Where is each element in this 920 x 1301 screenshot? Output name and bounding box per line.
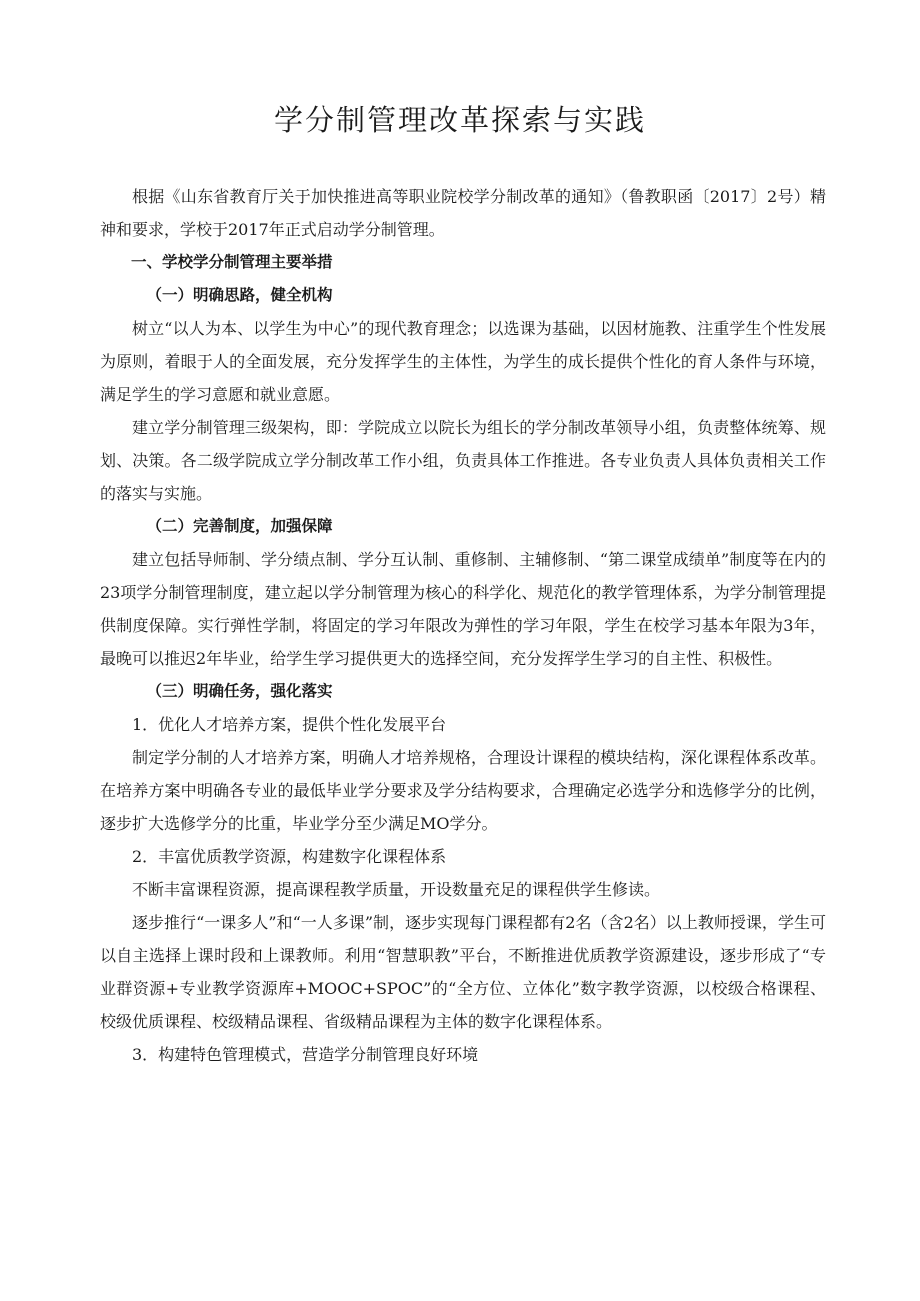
body-paragraph: 建立包括导师制、学分绩点制、学分互认制、重修制、主辅修制、“第二课堂成绩单”制度等在内的23项学分制管理制度，建立起以学分制管理为核心的科学化、规范化的教学管理体系，为学分制管理提供制度保障。实行弹性学制，将固定的学习年限改为弹性的学习年限，学生在校学习基本年限为3年，最晚可以推迟2年毕业，给学生学习提供更大的选择空间，充分发挥学生学习的自主性、积极性。 — [100, 550, 826, 668]
body-paragraph: 树立“以人为本、以学生为中心”的现代教育理念；以选课为基础，以因材施教、注重学生个性发展为原则，着眼于人的全面发展，充分发挥学生的主体性，为学生的成长提供个性化的育人条件与环境，满足学生的学习意愿和就业意愿。 — [100, 319, 826, 404]
body-paragraph: 制定学分制的人才培养方案，明确人才培养规格，合理设计课程的模块结构，深化课程体系改革。在培养方案中明确各专业的最低毕业学分要求及学分结构要求，合理确定必选学分和选修学分的比例，逐步扩大选修学分的比重，毕业学分至少满足MO学分。 — [100, 748, 826, 833]
subsection-heading-2: （二）完善制度，加强保障 — [146, 517, 333, 535]
body-paragraph: 不断丰富课程资源，提高课程教学质量，开设数量充足的课程供学生修读。 — [132, 880, 661, 899]
body-paragraph: 逐步推行“一课多人”和“一人多课”制，逐步实现每门课程都有2名（含2名）以上教师授课，学生可以自主选择上课时段和上课教师。利用“智慧职教”平台，不断推进优质教学资源建设，逐步形成了“专业群资源+专业教学资源库+MOOC+SPOC”的“全方位、立体化”数字教学资源，以校级合格课程、校级优质课程、校级精品课程、省级精品课程为主体的数字化课程体系。 — [100, 913, 826, 1031]
subsection-heading-3: （三）明确任务，强化落实 — [146, 682, 333, 700]
numbered-item-2: 2．丰富优质教学资源，构建数字化课程体系 — [132, 847, 447, 866]
intro-paragraph: 根据《山东省教育厅关于加快推进高等职业院校学分制改革的通知》（鲁教职函〔2017〕2号）精神和要求，学校于2017年正式启动学分制管理。 — [100, 187, 826, 239]
numbered-item-3: 3．构建特色管理模式，营造学分制管理良好环境 — [132, 1045, 479, 1064]
document-body — [100, 180, 826, 1071]
subsection-heading-1: （一）明确思路，健全机构 — [146, 286, 333, 304]
section-heading-1: 一、学校学分制管理主要举措 — [131, 253, 333, 271]
body-paragraph: 建立学分制管理三级架构，即：学院成立以院长为组长的学分制改革领导小组，负责整体统筹、规划、决策。各二级学院成立学分制改革工作小组，负责具体工作推进。各专业负责人具体负责相关工作的落实与实施。 — [100, 418, 826, 503]
document-title: 学分制管理改革探索与实践 — [273, 103, 646, 137]
numbered-item-1: 1．优化人才培养方案，提供个性化发展平台 — [132, 715, 447, 734]
